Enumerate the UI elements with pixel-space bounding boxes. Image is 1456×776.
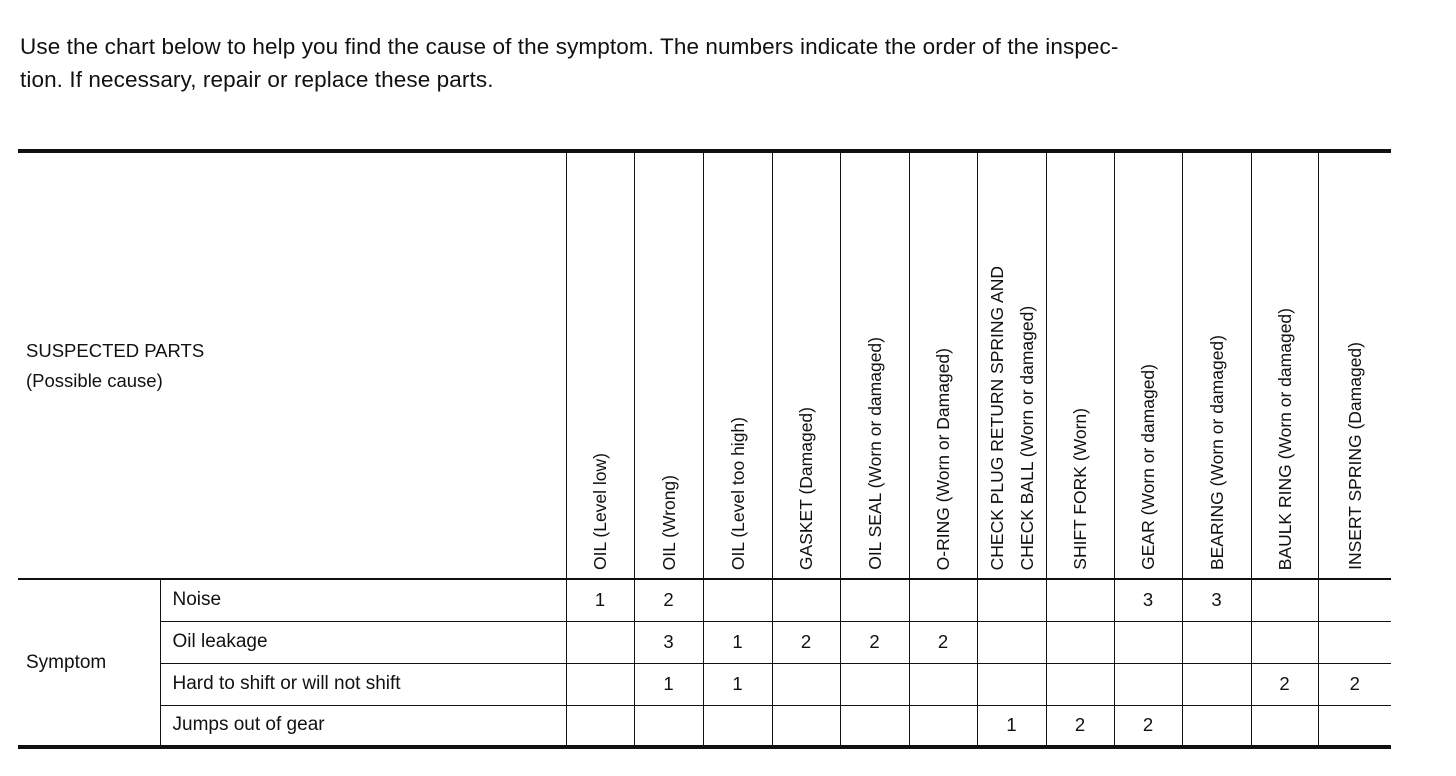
intro-line-1: Use the chart below to help you find the cause of the symptom. The numbers indicate the order of the inspec-	[20, 34, 1119, 59]
inspection-order-cell	[1114, 663, 1182, 705]
part-header	[1318, 151, 1391, 579]
inspection-order-cell: 2	[634, 579, 703, 621]
part-label: BEARING (Worn or damaged)	[1206, 334, 1227, 570]
part-header	[703, 151, 772, 579]
inspection-order-cell	[840, 705, 909, 747]
possible-cause-label: (Possible cause)	[26, 369, 163, 391]
part-label: INSERT SPRING (Damaged)	[1344, 342, 1365, 570]
inspection-order-cell	[909, 663, 977, 705]
part-label: OIL (Level low)	[590, 452, 611, 570]
inspection-order-cell	[772, 705, 840, 747]
part-header	[1251, 151, 1318, 579]
symptom-row-oil-leakage	[18, 621, 1391, 663]
inspection-order-cell	[977, 621, 1046, 663]
inspection-order-cell	[772, 579, 840, 621]
symptom-row-noise	[18, 579, 1391, 621]
inspection-order-cell	[977, 663, 1046, 705]
inspection-order-cell: 2	[909, 621, 977, 663]
part-header	[1046, 151, 1114, 579]
inspection-order-cell	[1046, 579, 1114, 621]
inspection-order-cell	[1251, 705, 1318, 747]
part-header	[909, 151, 977, 579]
inspection-order-cell: 2	[1251, 663, 1318, 705]
part-header	[634, 151, 703, 579]
inspection-order-cell	[566, 621, 634, 663]
inspection-order-cell	[703, 705, 772, 747]
inspection-order-cell	[1114, 621, 1182, 663]
symptom-name: Hard to shift or will not shift	[160, 663, 566, 705]
part-label: BAULK RING (Worn or damaged)	[1274, 307, 1295, 570]
part-label: O-RING (Worn or Damaged)	[933, 347, 954, 570]
suspected-parts-header	[18, 151, 566, 579]
inspection-order-cell	[1318, 621, 1391, 663]
part-label: GEAR (Worn or damaged)	[1138, 364, 1159, 570]
symptom-name: Noise	[160, 579, 566, 621]
inspection-order-cell	[977, 579, 1046, 621]
part-label: OIL (Wrong)	[658, 474, 679, 570]
intro-text	[20, 30, 1400, 96]
inspection-order-cell	[703, 579, 772, 621]
inspection-order-cell	[909, 579, 977, 621]
inspection-order-cell: 1	[977, 705, 1046, 747]
part-header	[977, 151, 1046, 579]
part-label: OIL (Level too high)	[727, 416, 748, 570]
inspection-order-cell: 2	[772, 621, 840, 663]
inspection-order-cell: 1	[703, 663, 772, 705]
symptom-row-hard-to-shift	[18, 663, 1391, 705]
inspection-order-cell	[1046, 621, 1114, 663]
inspection-order-cell	[1182, 663, 1251, 705]
inspection-order-cell	[1251, 621, 1318, 663]
symptom-name: Oil leakage	[160, 621, 566, 663]
symptom-row-jumps-out-of-gear	[18, 705, 1391, 747]
inspection-order-cell	[772, 663, 840, 705]
inspection-order-cell: 2	[1318, 663, 1391, 705]
header-row	[18, 151, 1391, 579]
inspection-order-cell	[909, 705, 977, 747]
inspection-order-cell: 3	[634, 621, 703, 663]
inspection-order-cell: 1	[703, 621, 772, 663]
inspection-order-cell: 3	[1182, 579, 1251, 621]
inspection-order-cell	[1046, 663, 1114, 705]
suspected-parts-label: SUSPECTED PARTS	[26, 339, 205, 361]
part-header	[1114, 151, 1182, 579]
inspection-order-cell	[634, 705, 703, 747]
part-label: CHECK PLUG RETURN SPRING AND	[986, 265, 1007, 570]
part-header	[772, 151, 840, 579]
inspection-order-cell: 2	[840, 621, 909, 663]
inspection-order-cell	[840, 579, 909, 621]
inspection-order-cell: 1	[566, 579, 634, 621]
symptom-name: Jumps out of gear	[160, 705, 566, 747]
part-header	[566, 151, 634, 579]
part-label: GASKET (Damaged)	[796, 406, 817, 570]
troubleshooting-chart	[18, 149, 1391, 749]
part-label: SHIFT FORK (Worn)	[1070, 408, 1091, 570]
inspection-order-cell	[566, 663, 634, 705]
inspection-order-cell	[1182, 705, 1251, 747]
part-header	[840, 151, 909, 579]
symptom-label: Symptom	[18, 579, 160, 747]
inspection-order-cell: 3	[1114, 579, 1182, 621]
inspection-order-cell	[566, 705, 634, 747]
inspection-order-cell: 2	[1114, 705, 1182, 747]
inspection-order-cell: 2	[1046, 705, 1114, 747]
part-label-line2: CHECK BALL (Worn or damaged)	[1016, 305, 1037, 570]
inspection-order-cell	[1318, 579, 1391, 621]
part-header	[1182, 151, 1251, 579]
part-label: OIL SEAL (Worn or damaged)	[864, 337, 885, 570]
inspection-order-cell	[1318, 705, 1391, 747]
inspection-order-cell	[840, 663, 909, 705]
inspection-order-cell: 1	[634, 663, 703, 705]
intro-line-2: tion. If necessary, repair or replace these parts.	[20, 67, 494, 92]
inspection-order-cell	[1251, 579, 1318, 621]
inspection-order-cell	[1182, 621, 1251, 663]
